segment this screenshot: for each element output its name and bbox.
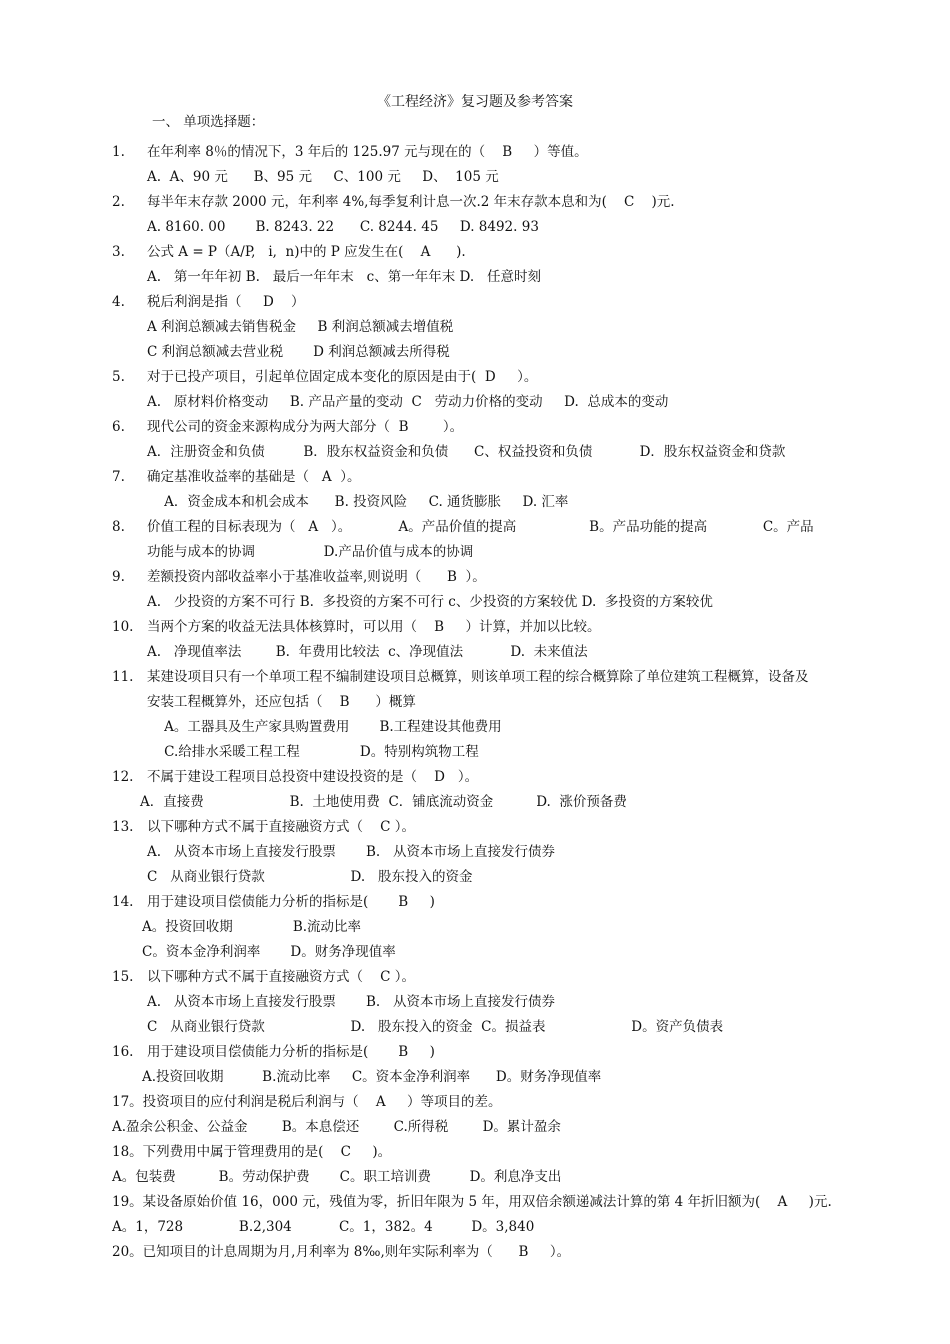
- question-number: 14.: [112, 894, 134, 910]
- document-line: 20。已知项目的计息周期为月,月利率为 8‰,则年实际利率为（ B ）。: [112, 1244, 571, 1260]
- document-line: A.盈余公积金、公益金 B。本息偿还 C.所得税 D。累计盈余: [112, 1119, 561, 1135]
- document-line: A．注册资金和负债 B．股东权益资金和负债 C、权益投资和负债 D．股东权益资金和贷款: [147, 444, 786, 460]
- document-line: A. 第一年年初 B. 最后一年年末 c、第一年年末 D. 任意时刻: [147, 269, 542, 285]
- question-number: 8.: [112, 519, 125, 535]
- question-text: 在年利率 8％的情况下，3 年后的 125.97 元与现在的（ B ）等值。: [147, 144, 588, 160]
- question-text: 每半年末存款 2000 元，年利率 4%,每季复利计息一次.2 年末存款本息和为( C )元.: [147, 194, 675, 210]
- document-line: C。资本金净利润率 D。财务净现值率: [142, 944, 396, 960]
- page-title: 《工程经济》复习题及参考答案: [377, 94, 573, 110]
- question-text: 确定基准收益率的基础是（ A ）。: [147, 469, 361, 485]
- document-line: A．资金成本和机会成本 B. 投资风险 C. 通货膨胀 D. 汇率: [147, 494, 569, 510]
- document-line: A. A、90 元 B、95 元 C、100 元 D、 105 元: [147, 169, 499, 185]
- question-text: 不属于建设工程项目总投资中建设投资的是（ D ）。: [147, 769, 479, 785]
- question-text: 对于已投产项目，引起单位固定成本变化的原因是由于( D ）。: [147, 369, 538, 385]
- question-text: 某建设项目只有一个单项工程不编制建设项目总概算，则该单项工程的综合概算除了单位建筑工程概算，设备及: [147, 669, 809, 685]
- question-number: 15.: [112, 969, 134, 985]
- document-line: 安装工程概算外，还应包括（ B ）概算: [147, 694, 416, 710]
- document-line: C.给排水采暖工程工程 D。特别构筑物工程: [147, 744, 479, 760]
- question-number: 9.: [112, 569, 125, 585]
- document-line: A．直接费 B. 土地使用费 C．铺底流动资金 D. 涨价预备费: [140, 794, 627, 810]
- document-line: 19。某设备原始价值 16，000 元，残值为零，折旧年限为 5 年，用双倍余额递减法计算的第 4 年折旧额为( A )元.: [112, 1194, 832, 1210]
- section-heading: 一、 单项选择题：: [152, 114, 265, 130]
- question-text: 价值工程的目标表现为（ A ）。 A。产品价值的提高 B。产品功能的提高 C。产品: [147, 519, 814, 535]
- document-line: C 利润总额减去营业税 D 利润总额减去所得税: [147, 344, 450, 360]
- question-text: 以下哪种方式不属于直接融资方式（ C ）。: [147, 969, 416, 985]
- question-text: 用于建设项目偿债能力分析的指标是( B ): [147, 1044, 435, 1060]
- question-number: 12.: [112, 769, 134, 785]
- question-number: 10.: [112, 619, 134, 635]
- document-line: A. 从资本市场上直接发行股票 B. 从资本市场上直接发行债券: [147, 994, 556, 1010]
- document-line: A。工器具及生产家具购置费用 B.工程建设其他费用: [147, 719, 502, 735]
- question-text: 以下哪种方式不属于直接融资方式（ C ）。: [147, 819, 416, 835]
- question-number: 11.: [112, 669, 134, 685]
- question-text: 当两个方案的收益无法具体核算时，可以用（ B ）计算，并加以比较。: [147, 619, 601, 635]
- document-line: A。投资回收期 B.流动比率: [142, 919, 362, 935]
- question-number: 2.: [112, 194, 125, 210]
- question-number: 13.: [112, 819, 134, 835]
- question-number: 7.: [112, 469, 125, 485]
- document-line: A。包装费 B。劳动保护费 C。职工培训费 D。利息净支出: [112, 1169, 562, 1185]
- document-line: 17。投资项目的应付利润是税后利润与（ A ）等项目的差。: [112, 1094, 502, 1110]
- document-line: A. 净现值率法 B. 年费用比较法 c、净现值法 D. 未来值法: [147, 644, 588, 660]
- document-line: A.投资回收期 B.流动比率 C。资本金净利润率 D。财务净现值率: [142, 1069, 602, 1085]
- question-number: 4.: [112, 294, 125, 310]
- question-text: 差额投资内部收益率小于基准收益率,则说明（ B ）。: [147, 569, 486, 585]
- question-number: 3.: [112, 244, 125, 260]
- document-line: C 从商业银行贷款 D. 股东投入的资金 C。损益表 D。资产负债表: [147, 1019, 724, 1035]
- document-line: A. 8160. 00 B. 8243. 22 C. 8244. 45 D. 8492. 93: [147, 219, 539, 235]
- document-line: 18。下列费用中属于管理费用的是( C )。: [112, 1144, 392, 1160]
- document-line: A。1，728 B.2,304 C。1，382。4 D。3,840: [112, 1219, 535, 1235]
- document-line: C 从商业银行贷款 D. 股东投入的资金: [147, 869, 473, 885]
- question-number: 16.: [112, 1044, 134, 1060]
- document-line: A. 原材料价格变动 B. 产品产量的变动 C 劳动力价格的变动 D. 总成本的变动: [147, 394, 669, 410]
- question-text: 现代公司的资金来源构成分为两大部分（ B ）。: [147, 419, 464, 435]
- question-text: 税后利润是指（ D ）: [147, 294, 305, 310]
- document-line: A 利润总额减去销售税金 B 利润总额减去增值税: [147, 319, 454, 335]
- document-line: A. 少投资的方案不可行 B. 多投资的方案不可行 c、少投资的方案较优 D. 多投资的方案较优: [147, 594, 713, 610]
- question-number: 6.: [112, 419, 125, 435]
- question-text: 公式 A = P（A/P, i, n)中的 P 应发生在( A ).: [147, 244, 466, 260]
- question-text: 用于建设项目偿债能力分析的指标是( B ): [147, 894, 435, 910]
- question-number: 1.: [112, 144, 125, 160]
- document-line: A. 从资本市场上直接发行股票 B. 从资本市场上直接发行债券: [147, 844, 556, 860]
- document-line: 功能与成本的协调 D.产品价值与成本的协调: [147, 544, 474, 560]
- question-number: 5.: [112, 369, 125, 385]
